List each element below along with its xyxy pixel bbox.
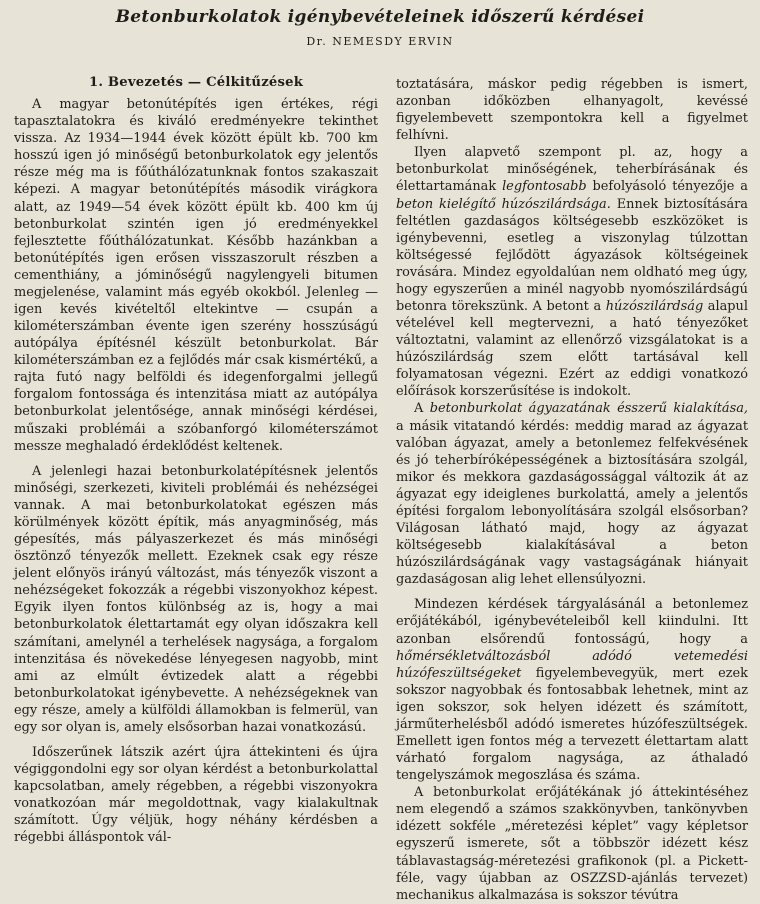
paragraph: A magyar betonútépítés igen értékes, régi tapasztalatokra és kiváló eredményekre tekinthet vissza. Az 1934—1944 évek között épült kb. 700 km hosszú igen jó minőségű betonburkolatok egy jelentős része még ma is főúthálózatunknak fontos szakaszait képezi. A magyar betonútépítés második virágkora alatt, az 1949—54 évek között épült kb. 400 km új betonburkolat szintén igen jó eredményekkel fejlesztette főúthálózatunkat. Később hazánkban a betonútépítés igen erősen visszaszorult részben a cementhiány, a jóminőségű nagylengyeli bitumen megjelenése, valamint más egyéb okokból. Jelenleg — igen kevés kivételtől eltekintve — csupán a kilométerszámban évente igen szerény hosszúságú autópálya építésnél készült betonburkolat. Bár kilométerszámban ez a fejlődés már csak kismértékű, a rajta futó nagy belföldi és idegenforgalmi jellegű forgalom fontossága és intenzitása miatt az autópálya betonburkolat jelentősége, annak minőségi kérdései, műszaki problémái a szóbanforgó kilométerszámot messze meghaladó érdeklődést keltenek.	[14, 97, 378, 454]
text-run: Ennek biztosítására feltétlen gazdaságos költségesebb eszközöket is igénybevenni, esetleg a viszonylag túlzottan költségessé fejlődött ágyazások költségeinek rovására. Mindez egyoldalúan nem oldható meg úgy, hogy egyszerűen a minél nagyobb nyomószilárdságú betonra törekszünk. A betont a	[396, 196, 748, 315]
emphasis: húzószilárdság	[605, 299, 704, 315]
paragraph	[396, 596, 748, 784]
text-run: befolyásoló tényezője a	[586, 179, 748, 195]
paragraph: A betonburkolat erőjátékának jó áttekintéséhez nem elegendő a számos szakkönyvben, tankönyvben idézett sokféle „méretezési képlet” vagy képletsor egyszerű ismerete, sőt a többször idézett kész táblavastagság-méretezési grafikonok (pl. a Pickett-féle, vagy újabban az OSZZSD-ajánlás tervezet) mechanikus alkalmazása is sokszor tévútra	[396, 785, 748, 903]
text-run: alapul vételével kell megtervezni, a ható tényezőket változtatni, valamint az ellenőrző vizsgálatokat is a húzószilárdság szem előtt tartásával kell folyamatosan végezni. Ezért az eddigi vonatkozó előírások korszerűsítése is indokolt.	[396, 299, 748, 400]
paragraph: A jelenlegi hazai betonburkolatépítésnek jelentős minőségi, szerkezeti, kiviteli problémái és nehézségei vannak. A mai betonburkolatokat egészen más körülmények között építik, más anyagminőség, más gépesítés, más pályaszerkezet és más minőségi ösztönző tényezők mellett. Ezeknek csak egy része jelent előnyös irányú változást, más tényezők viszont a nehézségeket fokozzák a régebbi viszonyokhoz képest. Egyik ilyen fontos különbség az is, hogy a mai betonburkolatok élettartamát egy olyan időszakra kell számítani, amelynél a terhelések nagysága, a forgalom intenzitása és növekedése lényegesen nagyobb, mint ami az elmúlt évtizedek alatt a régebbi betonburkolatokat igénybevette. A nehézségeknek van egy része, amely a külföldi államokban is felmerül, van egy sor olyan is, amely elsősorban hazai vonatkozású.	[14, 463, 378, 735]
right-column	[396, 76, 748, 904]
emphasis: legfontosabb	[502, 179, 587, 195]
text-run: A	[414, 401, 430, 417]
paragraph: toztatására, máskor pedig régebben is ismert, azonban időközben elhanyagolt, kevéssé figyelembevett szempontokra kell a figyelmet felhívni.	[396, 77, 748, 144]
text-run: figyelembevegyük, mert ezek sokszor nagyobbak és fontosabbak lehetnek, mint az igen sokszor, sok helyen idézett és számított, járműterhelésből adódó ismeretes húzófeszültségek. Emellett igen fontos még a tervezett élettartam alatt várható forgalom nagysága, az áthaladó tengelyszámok megoszlása és száma.	[396, 665, 748, 784]
emphasis: betonburkolat ágyazatának ésszerű kialakítása,	[429, 401, 748, 417]
article-author: Dr. NEMESDY ERVIN	[306, 35, 454, 48]
text-run: Mindezen kérdések tárgyalásánál a betonlemez erőjátékából, igénybevételeiből kell kiindulni. Itt azonban elsőrendű fontosságú, hogy a	[396, 597, 748, 647]
text-run: a másik vitatandó kérdés: meddig marad az ágyazat valóban ágyazat, amely a betonlemez felfekvésének és jó teherbíróképességének a biztosítására szolgál, mikor és mekkora gazdaságossággal változik át az ágyazat egy ideiglenes burkolattá, amely a jelentős építési forgalom lebonyolítására szolgál elsősorban? Világosan látható majd, hogy az ágyazat költségesebb kialakításával a beton húzószilárdságának vagy vastagságának hiányait gazdaságosan alig lehet ellensúlyozni.	[396, 418, 748, 588]
paragraph	[396, 400, 748, 588]
left-column	[14, 74, 378, 846]
article-title: Betonburkolatok igénybevételeinek időszerű kérdései	[115, 7, 645, 27]
text-run: Ilyen alapvető szempont pl. az, hogy a betonburkolat minőségének, teherbírásának és élettartamának	[396, 145, 748, 195]
emphasis: hőmérsékletváltozásból adódó vetemedési húzófeszültségeket	[396, 648, 748, 681]
emphasis: beton kielégítő húzószilárdsága.	[396, 196, 611, 212]
paragraph	[396, 144, 748, 400]
paragraph: Időszerűnek látszik azért újra áttekinteni és újra végiggondolni egy sor olyan kérdést a betonburkolattal kapcsolatban, amely régebben, a régebbi viszonyokra vonatkozóan már megoldottnak, vagy kialakultnak számított. Úgy véljük, hogy néhány kérdésben a régebbi álláspontok vál-	[14, 744, 378, 846]
section-heading: 1. Bevezetés — Célkitűzések	[88, 75, 304, 90]
